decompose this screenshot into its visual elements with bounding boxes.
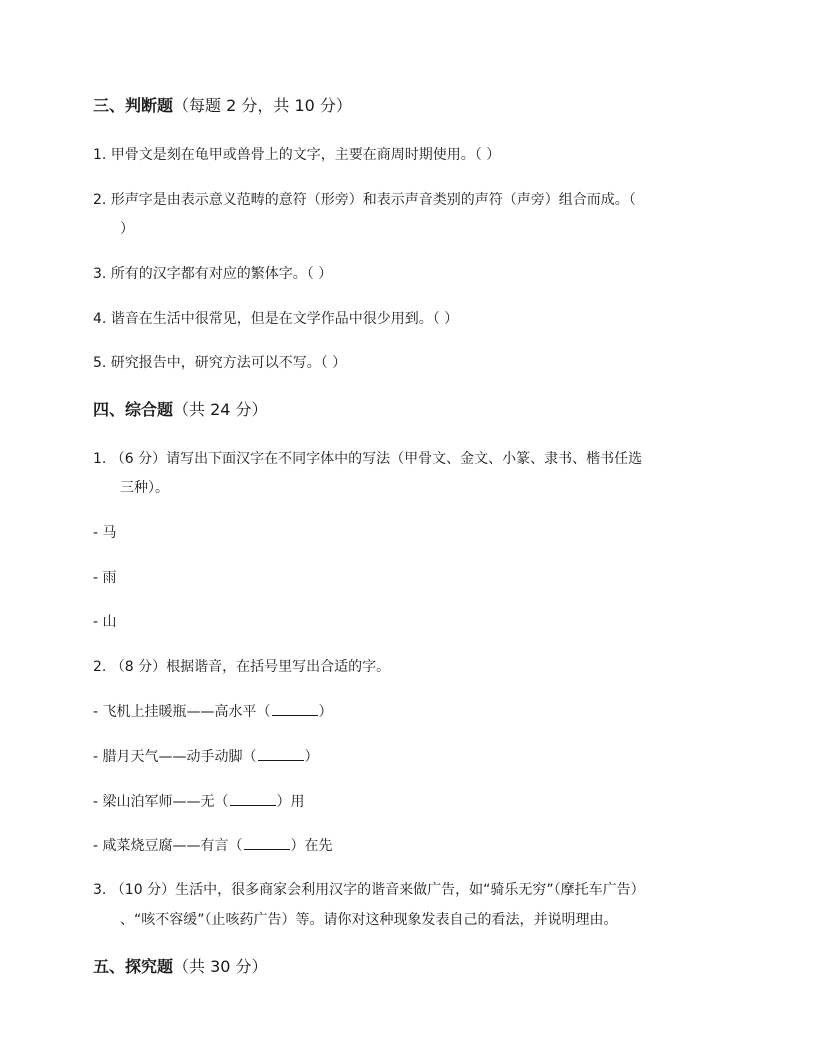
s3-question-4: 4. 谐音在生活中很常见，但是在文学作品中很少用到。（ ）: [93, 311, 459, 327]
s4-q2-item-1-before: - 飞机上挂暖瓶——高水平（: [93, 704, 271, 720]
s4-question-1-line-2: 三种）。: [120, 480, 169, 496]
section-3-note: （每题 2 分，共 10 分）: [173, 96, 352, 115]
answer-blank-3[interactable]: [230, 791, 276, 806]
section-3-heading: [93, 95, 352, 117]
answer-blank-4[interactable]: [244, 835, 290, 850]
answer-blank-1[interactable]: [272, 701, 318, 716]
s4-q2-item-1-after: ）: [318, 704, 333, 720]
s3-question-2-line-1: 2. 形声字是由表示意义范畴的意符（形旁）和表示声音类别的声符（声旁）组合而成。（: [93, 192, 636, 208]
s4-q1-item-shan: - 山: [93, 614, 117, 630]
s4-q2-item-2: [93, 746, 319, 767]
section-4-heading: [93, 399, 268, 421]
section-5-title: 五、探究题: [93, 957, 174, 976]
s4-q2-item-4-after: ）在先: [290, 838, 333, 854]
s4-question-3-line-2: 、“咳不容缓”（止咳药广告）等。请你对这种现象发表自己的看法，并说明理由。: [120, 912, 618, 928]
section-4-note: （共 24 分）: [173, 400, 268, 419]
section-5-heading: [93, 956, 268, 978]
s4-q2-item-4: [93, 835, 333, 856]
s4-question-1-line-1: 1. （6 分）请写出下面汉字在不同字体中的写法（甲骨文、金文、小篆、隶书、楷书任选: [93, 451, 643, 467]
s4-q2-item-2-before: - 腊月天气——动手动脚（: [93, 749, 257, 765]
answer-blank-2[interactable]: [258, 746, 304, 761]
s4-q2-item-3-before: - 梁山泊军师——无（: [93, 794, 229, 810]
section-5-note: （共 30 分）: [173, 957, 268, 976]
s4-question-2: 2. （8 分）根据谐音，在括号里写出合适的字。: [93, 659, 391, 675]
s4-q2-item-4-before: - 咸菜烧豆腐——有言（: [93, 838, 243, 854]
s4-q2-item-3-after: ）用: [276, 794, 305, 810]
s4-q1-item-ma: - 马: [93, 525, 117, 541]
s4-q2-item-1: [93, 701, 333, 722]
s3-question-3: 3. 所有的汉字都有对应的繁体字。（ ）: [93, 266, 333, 282]
section-4-title: 四、综合题: [93, 400, 174, 419]
section-3-title: 三、判断题: [93, 96, 174, 115]
s4-q1-item-yu: - 雨: [93, 570, 117, 586]
s4-question-3-line-1: 3. （10 分）生活中，很多商家会利用汉字的谐音来做广告，如“骑乐无穷”（摩托车广告）: [93, 882, 645, 898]
s4-q2-item-2-after: ）: [304, 749, 319, 765]
s3-question-2-line-2: ）: [120, 221, 134, 237]
s4-q2-item-3: [93, 791, 305, 812]
s3-question-1: 1. 甲骨文是刻在龟甲或兽骨上的文字，主要在商周时期使用。（ ）: [93, 147, 501, 163]
s3-question-5: 5. 研究报告中，研究方法可以不写。（ ）: [93, 355, 347, 371]
